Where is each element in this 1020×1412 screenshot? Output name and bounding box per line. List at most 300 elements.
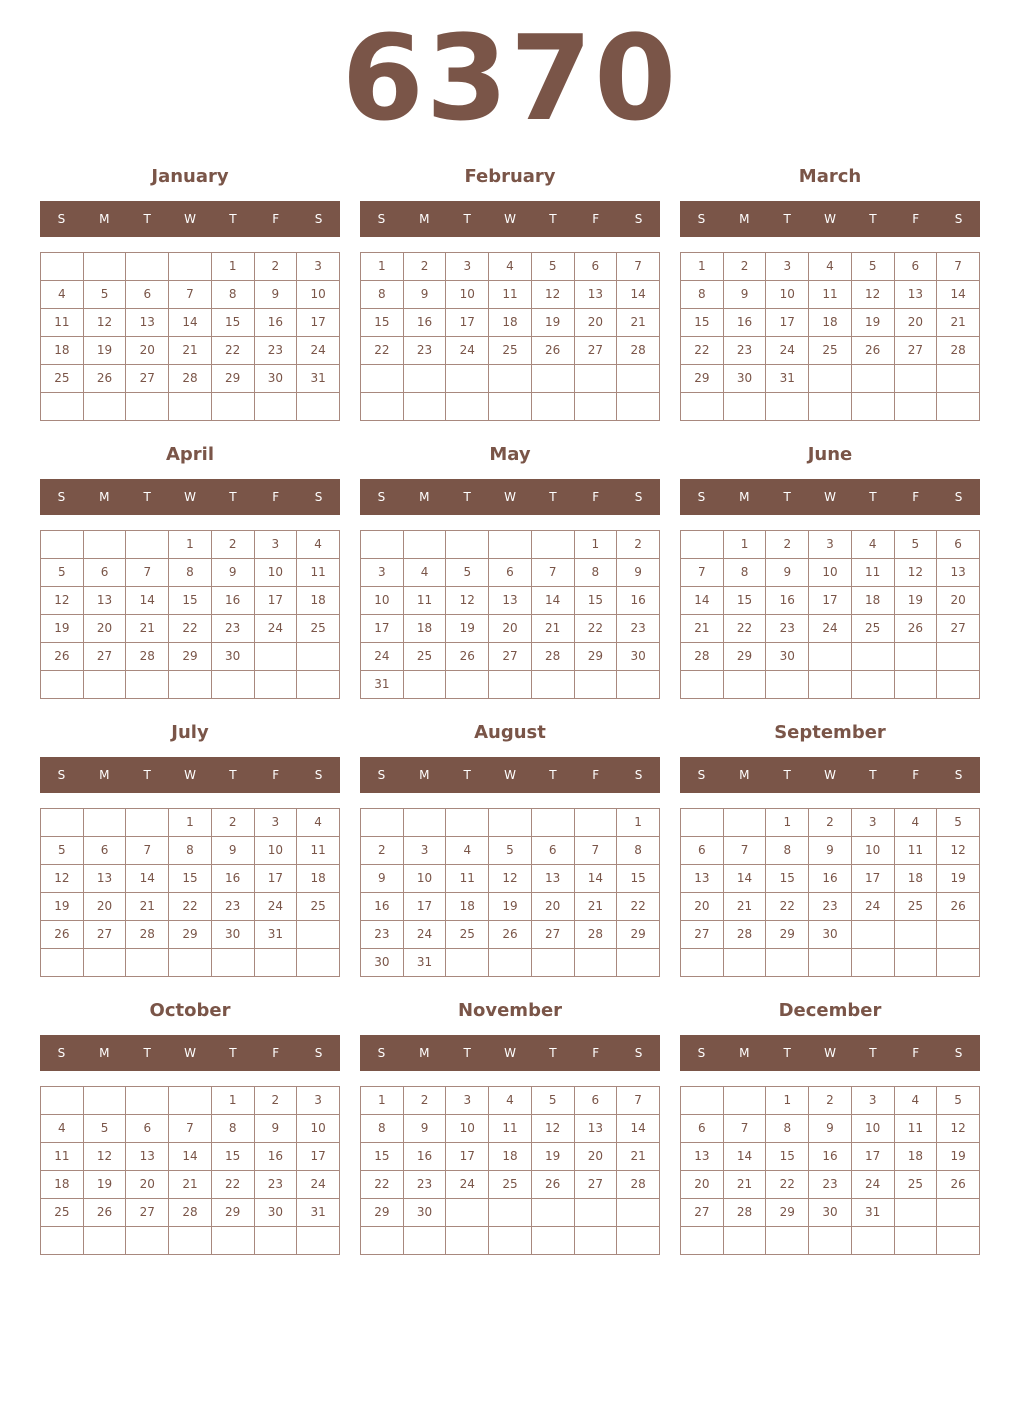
day-cell: 21 bbox=[937, 309, 980, 337]
day-cell bbox=[894, 949, 937, 977]
day-cell: 6 bbox=[937, 531, 980, 559]
day-cell bbox=[766, 1227, 809, 1255]
day-cell: 7 bbox=[169, 281, 212, 309]
day-cell bbox=[446, 1227, 489, 1255]
day-cell: 20 bbox=[574, 309, 617, 337]
weekday-label: S bbox=[634, 768, 643, 782]
day-cell: 6 bbox=[83, 559, 126, 587]
day-cell bbox=[297, 921, 340, 949]
day-cell: 4 bbox=[894, 1087, 937, 1115]
day-cell: 31 bbox=[297, 1199, 340, 1227]
day-cell: 1 bbox=[766, 1087, 809, 1115]
weekday-label: S bbox=[57, 212, 66, 226]
day-cell: 11 bbox=[489, 1115, 532, 1143]
weekday-label: T bbox=[463, 768, 471, 782]
day-cell: 29 bbox=[766, 921, 809, 949]
day-cell: 25 bbox=[41, 1199, 84, 1227]
day-cell: 24 bbox=[297, 337, 340, 365]
week-row bbox=[681, 1087, 980, 1115]
day-cell: 2 bbox=[254, 253, 297, 281]
weekday-label: T bbox=[229, 212, 237, 226]
day-cell: 13 bbox=[937, 559, 980, 587]
day-cell bbox=[531, 393, 574, 421]
day-cell: 21 bbox=[681, 615, 724, 643]
day-cell bbox=[894, 1227, 937, 1255]
day-cell: 19 bbox=[446, 615, 489, 643]
weekday-header bbox=[360, 201, 660, 237]
day-cell: 18 bbox=[851, 587, 894, 615]
day-cell: 26 bbox=[531, 337, 574, 365]
week-row bbox=[681, 809, 980, 837]
day-cell: 12 bbox=[446, 587, 489, 615]
day-cell: 15 bbox=[723, 587, 766, 615]
day-cell: 31 bbox=[851, 1199, 894, 1227]
month-july bbox=[40, 716, 340, 986]
day-cell: 30 bbox=[617, 643, 660, 671]
day-cell bbox=[403, 531, 446, 559]
day-cell: 13 bbox=[894, 281, 937, 309]
day-cell: 24 bbox=[446, 1171, 489, 1199]
day-cell bbox=[126, 531, 169, 559]
day-cell: 16 bbox=[254, 309, 297, 337]
day-cell: 23 bbox=[254, 337, 297, 365]
day-cell: 6 bbox=[574, 253, 617, 281]
day-cell bbox=[446, 531, 489, 559]
day-cell: 8 bbox=[574, 559, 617, 587]
weekday-label: S bbox=[954, 1046, 963, 1060]
weekday-label: T bbox=[783, 768, 791, 782]
week-row bbox=[361, 921, 660, 949]
weekday-label: T bbox=[143, 212, 151, 226]
week-row bbox=[361, 1171, 660, 1199]
day-cell: 25 bbox=[297, 615, 340, 643]
weekday-label: T bbox=[229, 768, 237, 782]
weekday-label: S bbox=[57, 768, 66, 782]
day-cell: 24 bbox=[809, 615, 852, 643]
day-cell: 26 bbox=[531, 1171, 574, 1199]
day-cell: 5 bbox=[851, 253, 894, 281]
day-cell: 31 bbox=[297, 365, 340, 393]
day-cell: 3 bbox=[446, 253, 489, 281]
day-cell: 18 bbox=[489, 1143, 532, 1171]
day-cell: 18 bbox=[894, 865, 937, 893]
weekday-label: S bbox=[697, 768, 706, 782]
weekday-label: S bbox=[697, 490, 706, 504]
day-cell: 3 bbox=[851, 809, 894, 837]
week-row bbox=[41, 837, 340, 865]
month-name: April bbox=[165, 444, 215, 465]
day-cell: 10 bbox=[403, 865, 446, 893]
day-cell: 25 bbox=[894, 1171, 937, 1199]
day-cell: 12 bbox=[937, 837, 980, 865]
weekday-label: S bbox=[314, 768, 323, 782]
day-cell: 29 bbox=[211, 1199, 254, 1227]
day-cell bbox=[297, 671, 340, 699]
day-cell: 28 bbox=[937, 337, 980, 365]
day-cell: 8 bbox=[361, 281, 404, 309]
week-row bbox=[361, 337, 660, 365]
day-cell: 4 bbox=[809, 253, 852, 281]
day-cell: 10 bbox=[361, 587, 404, 615]
weekday-label: T bbox=[143, 768, 151, 782]
day-cell: 19 bbox=[851, 309, 894, 337]
day-cell: 18 bbox=[41, 337, 84, 365]
day-cell: 6 bbox=[574, 1087, 617, 1115]
weekday-label: S bbox=[377, 1046, 386, 1060]
weekday-label: T bbox=[143, 1046, 151, 1060]
day-cell: 3 bbox=[446, 1087, 489, 1115]
day-cell: 15 bbox=[211, 1143, 254, 1171]
weekday-label: M bbox=[739, 212, 750, 226]
week-row bbox=[41, 893, 340, 921]
day-cell bbox=[681, 1227, 724, 1255]
day-cell bbox=[937, 921, 980, 949]
day-cell bbox=[126, 393, 169, 421]
month-june bbox=[680, 438, 980, 708]
day-cell: 16 bbox=[254, 1143, 297, 1171]
day-cell: 27 bbox=[531, 921, 574, 949]
day-cell: 22 bbox=[574, 615, 617, 643]
day-cell: 28 bbox=[723, 921, 766, 949]
day-cell bbox=[254, 671, 297, 699]
week-row bbox=[41, 809, 340, 837]
day-cell bbox=[937, 365, 980, 393]
month-april bbox=[40, 438, 340, 708]
day-cell bbox=[254, 393, 297, 421]
week-row bbox=[361, 893, 660, 921]
day-cell bbox=[297, 949, 340, 977]
weekday-label: T bbox=[783, 1046, 791, 1060]
day-cell bbox=[681, 393, 724, 421]
day-cell: 16 bbox=[361, 893, 404, 921]
week-row bbox=[361, 1199, 660, 1227]
day-grid bbox=[40, 808, 340, 977]
week-row bbox=[361, 1087, 660, 1115]
day-cell: 20 bbox=[83, 615, 126, 643]
weekday-label: W bbox=[824, 768, 836, 782]
week-row bbox=[361, 809, 660, 837]
day-cell: 1 bbox=[169, 809, 212, 837]
day-cell: 19 bbox=[894, 587, 937, 615]
day-cell: 24 bbox=[361, 643, 404, 671]
weekday-label: F bbox=[272, 212, 280, 226]
day-cell: 25 bbox=[403, 643, 446, 671]
day-cell: 7 bbox=[723, 837, 766, 865]
month-september bbox=[680, 716, 980, 986]
day-cell bbox=[851, 393, 894, 421]
day-cell: 29 bbox=[361, 1199, 404, 1227]
day-cell: 6 bbox=[126, 1115, 169, 1143]
day-cell: 10 bbox=[766, 281, 809, 309]
day-cell: 20 bbox=[126, 337, 169, 365]
month-name: May bbox=[489, 444, 531, 465]
weekday-label: S bbox=[314, 212, 323, 226]
day-cell: 13 bbox=[83, 587, 126, 615]
day-cell: 18 bbox=[41, 1171, 84, 1199]
day-cell: 7 bbox=[169, 1115, 212, 1143]
month-name: September bbox=[774, 722, 886, 743]
day-cell bbox=[169, 1087, 212, 1115]
day-cell: 8 bbox=[766, 837, 809, 865]
day-cell: 24 bbox=[254, 615, 297, 643]
day-cell: 7 bbox=[617, 1087, 660, 1115]
weekday-header bbox=[680, 201, 980, 237]
day-cell: 9 bbox=[403, 1115, 446, 1143]
day-cell: 27 bbox=[83, 921, 126, 949]
day-cell: 28 bbox=[723, 1199, 766, 1227]
weekday-label: T bbox=[549, 490, 557, 504]
day-cell: 30 bbox=[766, 643, 809, 671]
day-cell: 22 bbox=[723, 615, 766, 643]
day-cell: 31 bbox=[403, 949, 446, 977]
week-row bbox=[41, 643, 340, 671]
day-cell: 1 bbox=[617, 809, 660, 837]
day-cell: 9 bbox=[723, 281, 766, 309]
day-cell bbox=[894, 671, 937, 699]
weekday-label: W bbox=[824, 1046, 836, 1060]
day-cell: 20 bbox=[489, 615, 532, 643]
day-cell bbox=[83, 1087, 126, 1115]
day-cell bbox=[361, 393, 404, 421]
weekday-label: W bbox=[504, 1046, 516, 1060]
day-cell: 8 bbox=[766, 1115, 809, 1143]
month-name: August bbox=[474, 722, 546, 743]
day-cell: 17 bbox=[766, 309, 809, 337]
day-cell: 7 bbox=[723, 1115, 766, 1143]
weekday-label: W bbox=[184, 768, 196, 782]
day-cell bbox=[809, 671, 852, 699]
day-cell bbox=[617, 949, 660, 977]
day-cell bbox=[126, 809, 169, 837]
day-cell: 24 bbox=[446, 337, 489, 365]
day-cell: 11 bbox=[446, 865, 489, 893]
day-cell: 15 bbox=[617, 865, 660, 893]
day-cell: 21 bbox=[617, 309, 660, 337]
month-name: March bbox=[798, 166, 862, 187]
week-row bbox=[361, 615, 660, 643]
day-cell: 20 bbox=[937, 587, 980, 615]
day-cell: 7 bbox=[937, 253, 980, 281]
day-cell: 12 bbox=[83, 1143, 126, 1171]
weekday-label: M bbox=[739, 768, 750, 782]
day-cell: 24 bbox=[851, 893, 894, 921]
day-cell: 10 bbox=[254, 837, 297, 865]
weekday-label: T bbox=[143, 490, 151, 504]
day-cell bbox=[211, 1227, 254, 1255]
weekday-label: S bbox=[314, 490, 323, 504]
day-cell bbox=[894, 921, 937, 949]
day-cell: 4 bbox=[851, 531, 894, 559]
weekday-label: W bbox=[184, 490, 196, 504]
day-cell: 12 bbox=[531, 1115, 574, 1143]
day-cell: 1 bbox=[766, 809, 809, 837]
weekday-header bbox=[360, 1035, 660, 1071]
day-cell: 21 bbox=[723, 1171, 766, 1199]
day-cell: 30 bbox=[809, 921, 852, 949]
day-cell: 29 bbox=[574, 643, 617, 671]
week-row bbox=[41, 921, 340, 949]
day-cell: 2 bbox=[809, 1087, 852, 1115]
weekday-label: M bbox=[99, 490, 110, 504]
day-cell: 14 bbox=[937, 281, 980, 309]
day-cell: 30 bbox=[211, 643, 254, 671]
week-row bbox=[41, 949, 340, 977]
day-cell: 13 bbox=[681, 1143, 724, 1171]
weekday-label: F bbox=[592, 212, 600, 226]
day-cell: 30 bbox=[403, 1199, 446, 1227]
weekday-label: F bbox=[592, 768, 600, 782]
day-cell: 17 bbox=[361, 615, 404, 643]
day-cell: 24 bbox=[297, 1171, 340, 1199]
week-row bbox=[681, 1171, 980, 1199]
day-cell: 3 bbox=[361, 559, 404, 587]
day-grid bbox=[40, 252, 340, 421]
day-cell: 11 bbox=[489, 281, 532, 309]
day-cell: 14 bbox=[723, 1143, 766, 1171]
day-cell: 11 bbox=[41, 1143, 84, 1171]
day-cell: 21 bbox=[169, 1171, 212, 1199]
day-cell: 23 bbox=[723, 337, 766, 365]
day-cell: 10 bbox=[254, 559, 297, 587]
weekday-label: F bbox=[272, 1046, 280, 1060]
week-row bbox=[681, 671, 980, 699]
day-cell bbox=[169, 949, 212, 977]
weekday-label: S bbox=[697, 1046, 706, 1060]
day-cell: 1 bbox=[211, 253, 254, 281]
week-row bbox=[361, 281, 660, 309]
weekday-header bbox=[40, 1035, 340, 1071]
day-cell bbox=[254, 643, 297, 671]
day-cell bbox=[297, 393, 340, 421]
day-cell bbox=[297, 643, 340, 671]
day-cell bbox=[531, 365, 574, 393]
day-cell: 2 bbox=[254, 1087, 297, 1115]
day-cell bbox=[937, 1227, 980, 1255]
day-cell: 14 bbox=[617, 281, 660, 309]
weekday-header bbox=[360, 757, 660, 793]
day-cell bbox=[211, 671, 254, 699]
day-cell bbox=[446, 1199, 489, 1227]
day-grid bbox=[40, 530, 340, 699]
week-row bbox=[41, 365, 340, 393]
day-cell bbox=[894, 1199, 937, 1227]
day-cell: 9 bbox=[766, 559, 809, 587]
weekday-header bbox=[680, 1035, 980, 1071]
day-cell bbox=[809, 393, 852, 421]
day-cell: 14 bbox=[169, 309, 212, 337]
day-cell bbox=[723, 809, 766, 837]
day-cell bbox=[809, 365, 852, 393]
day-cell: 19 bbox=[937, 865, 980, 893]
day-cell bbox=[41, 809, 84, 837]
day-cell: 12 bbox=[41, 587, 84, 615]
weekday-label: F bbox=[912, 490, 920, 504]
day-cell: 22 bbox=[766, 1171, 809, 1199]
day-cell: 16 bbox=[211, 587, 254, 615]
day-cell: 4 bbox=[297, 531, 340, 559]
day-cell bbox=[851, 921, 894, 949]
day-cell: 16 bbox=[403, 309, 446, 337]
day-cell bbox=[681, 671, 724, 699]
day-cell: 11 bbox=[894, 1115, 937, 1143]
day-cell bbox=[446, 949, 489, 977]
day-cell: 17 bbox=[851, 1143, 894, 1171]
weekday-label: T bbox=[549, 768, 557, 782]
month-name: October bbox=[149, 1000, 231, 1021]
day-cell: 4 bbox=[297, 809, 340, 837]
day-cell: 9 bbox=[254, 1115, 297, 1143]
day-cell bbox=[126, 1087, 169, 1115]
week-row bbox=[681, 559, 980, 587]
day-cell bbox=[937, 1199, 980, 1227]
day-cell: 25 bbox=[297, 893, 340, 921]
weekday-label: S bbox=[377, 212, 386, 226]
week-row bbox=[41, 671, 340, 699]
day-cell: 14 bbox=[681, 587, 724, 615]
day-grid bbox=[680, 530, 980, 699]
week-row bbox=[41, 1199, 340, 1227]
week-row bbox=[681, 281, 980, 309]
weekday-label: T bbox=[549, 212, 557, 226]
day-cell bbox=[169, 393, 212, 421]
day-cell: 26 bbox=[83, 1199, 126, 1227]
day-cell: 15 bbox=[169, 865, 212, 893]
day-cell: 12 bbox=[851, 281, 894, 309]
day-cell bbox=[446, 671, 489, 699]
day-cell: 5 bbox=[446, 559, 489, 587]
day-cell: 17 bbox=[809, 587, 852, 615]
day-cell: 5 bbox=[531, 253, 574, 281]
day-cell: 29 bbox=[211, 365, 254, 393]
day-cell: 2 bbox=[723, 253, 766, 281]
week-row bbox=[361, 559, 660, 587]
day-cell bbox=[41, 949, 84, 977]
day-cell: 21 bbox=[126, 893, 169, 921]
day-cell bbox=[681, 531, 724, 559]
weekday-header bbox=[40, 201, 340, 237]
day-cell: 6 bbox=[489, 559, 532, 587]
day-cell bbox=[937, 949, 980, 977]
day-cell: 27 bbox=[489, 643, 532, 671]
day-grid bbox=[680, 1086, 980, 1255]
day-cell bbox=[851, 643, 894, 671]
day-cell: 9 bbox=[617, 559, 660, 587]
week-row bbox=[361, 643, 660, 671]
day-cell: 19 bbox=[531, 1143, 574, 1171]
day-cell bbox=[531, 809, 574, 837]
day-cell bbox=[126, 253, 169, 281]
day-cell: 25 bbox=[489, 1171, 532, 1199]
weekday-label: W bbox=[824, 490, 836, 504]
week-row bbox=[41, 309, 340, 337]
weekday-header bbox=[680, 479, 980, 515]
day-cell: 22 bbox=[617, 893, 660, 921]
weekday-label: W bbox=[824, 212, 836, 226]
day-cell bbox=[446, 393, 489, 421]
weekday-label: S bbox=[377, 768, 386, 782]
week-row bbox=[361, 865, 660, 893]
day-cell: 11 bbox=[297, 559, 340, 587]
day-cell: 25 bbox=[851, 615, 894, 643]
day-cell: 9 bbox=[211, 559, 254, 587]
day-cell: 26 bbox=[937, 893, 980, 921]
day-cell bbox=[723, 949, 766, 977]
day-cell bbox=[723, 1227, 766, 1255]
day-cell: 9 bbox=[809, 1115, 852, 1143]
day-cell bbox=[489, 671, 532, 699]
day-cell bbox=[574, 949, 617, 977]
day-cell bbox=[531, 671, 574, 699]
